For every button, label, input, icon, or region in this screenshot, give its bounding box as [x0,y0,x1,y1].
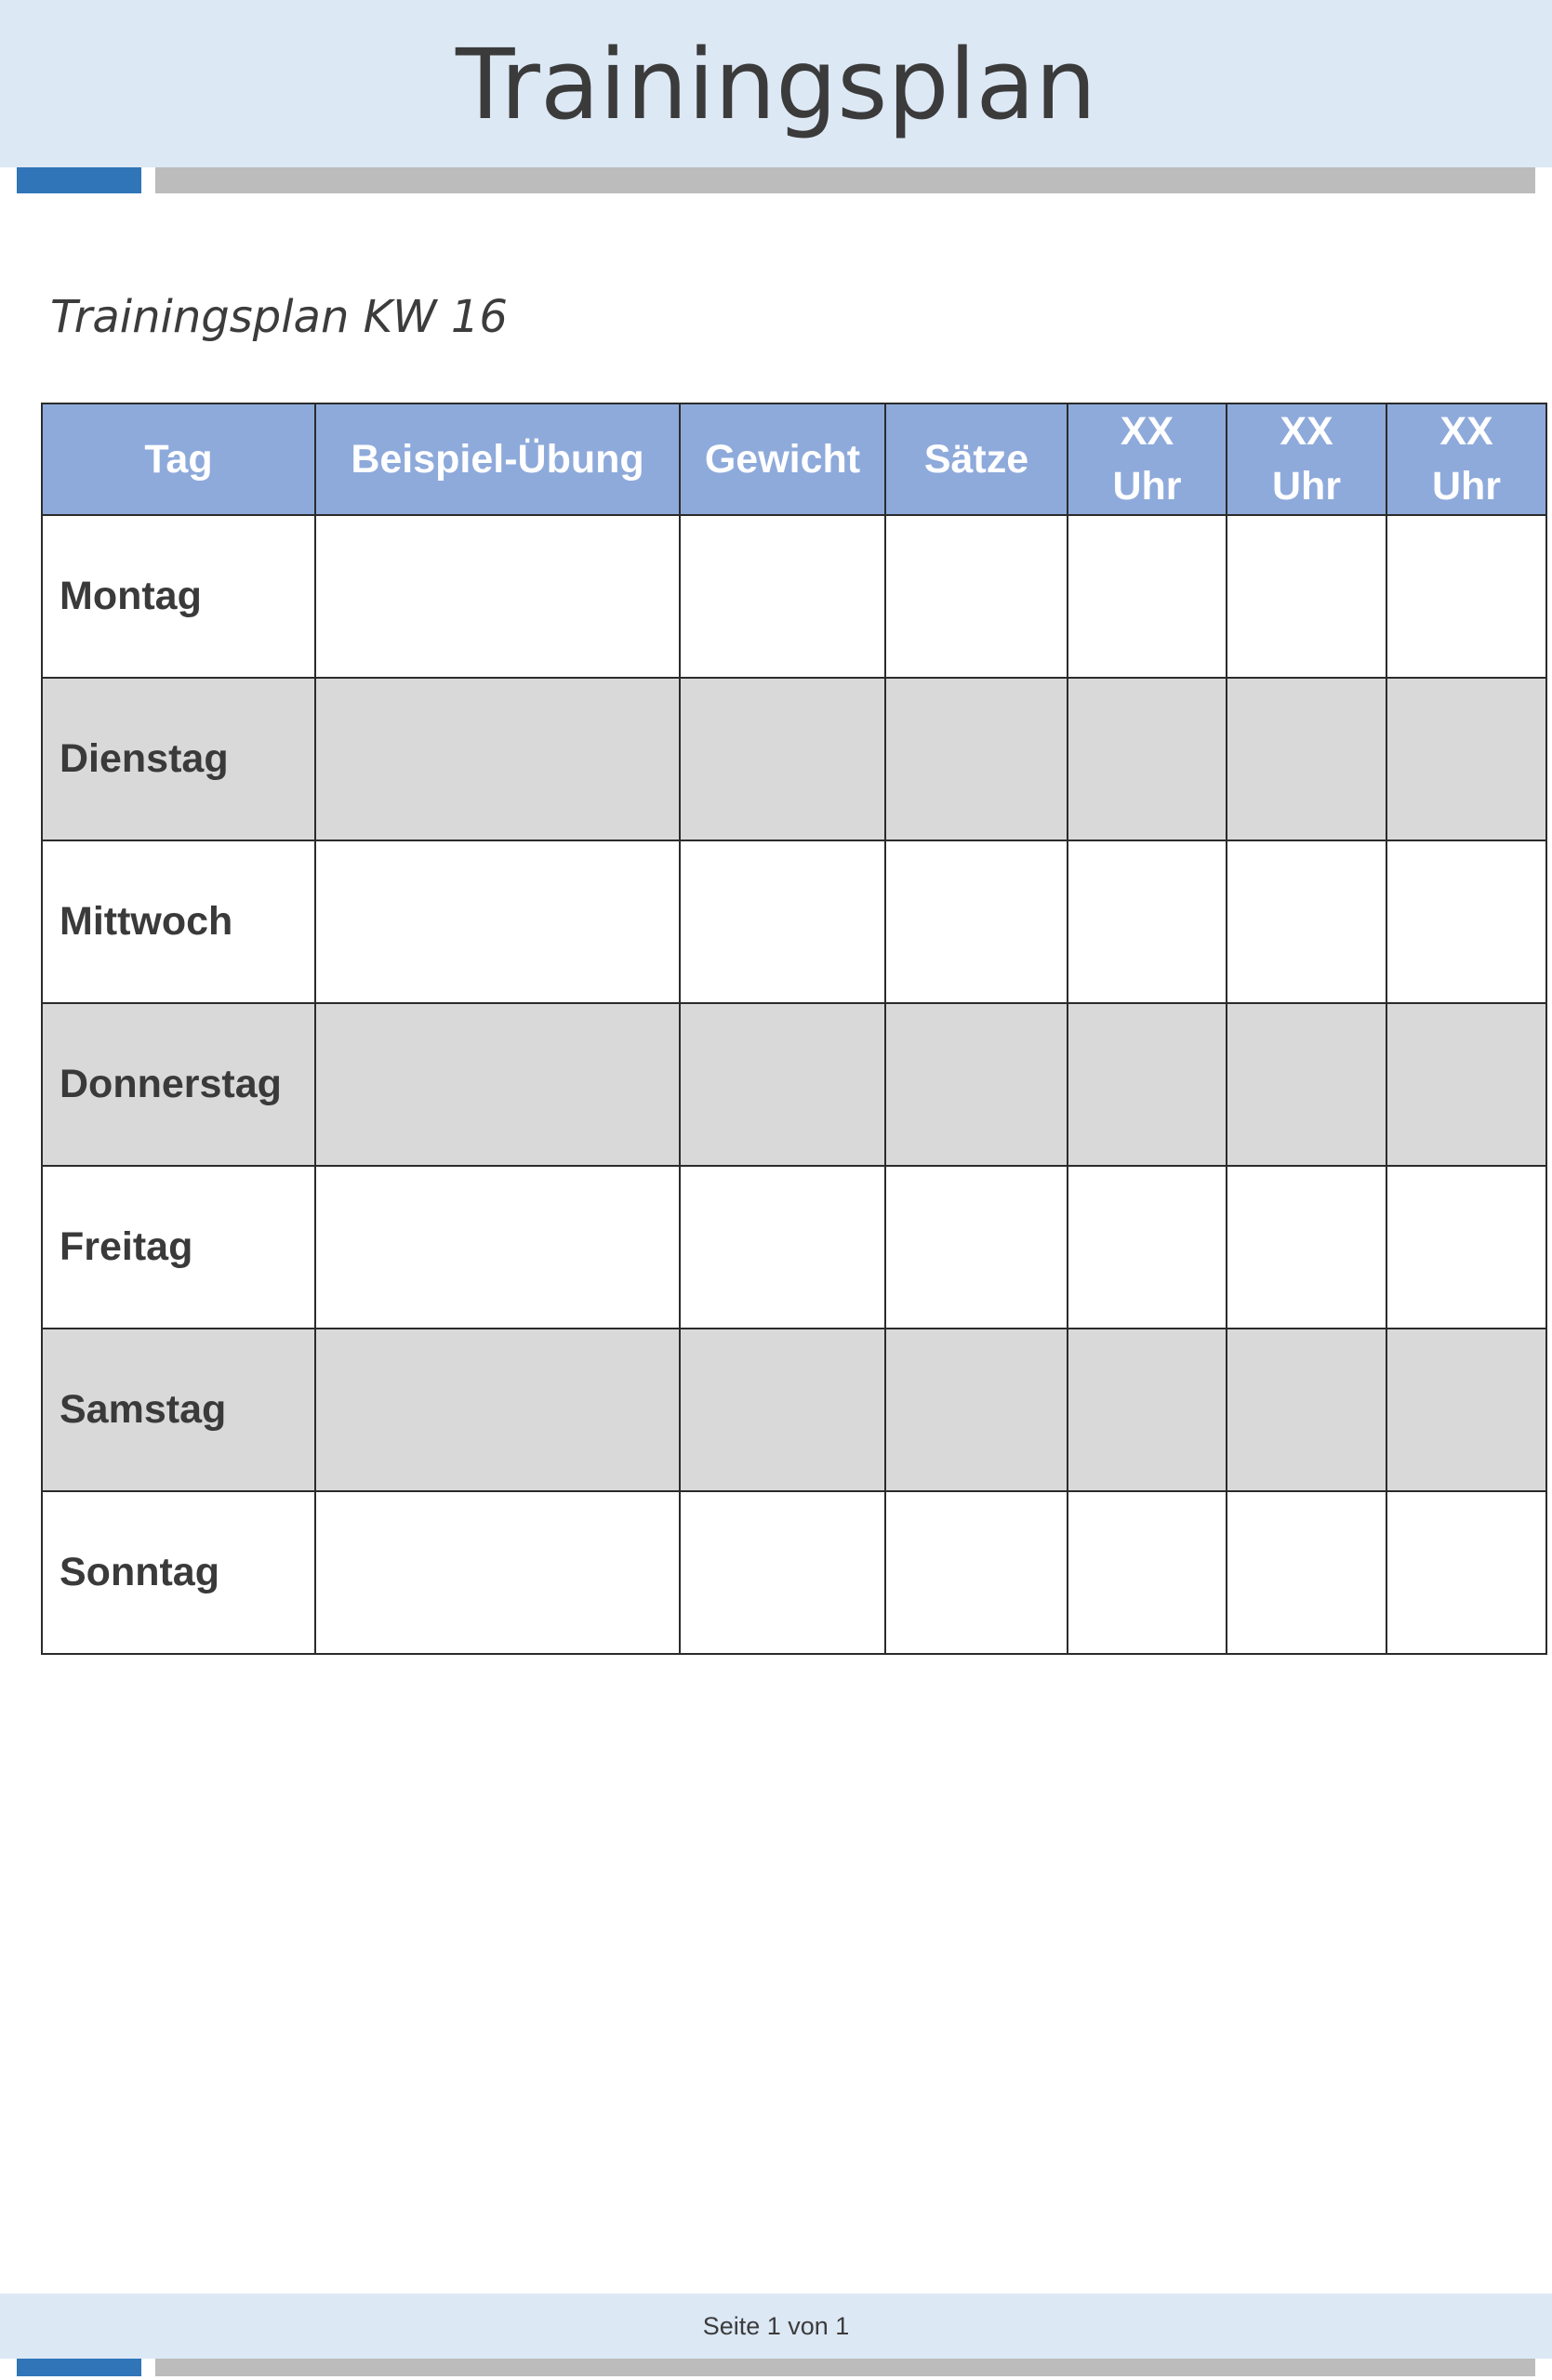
sets-cell[interactable] [885,840,1068,1003]
sets-cell[interactable] [885,1491,1068,1654]
time-cell[interactable] [1227,1166,1386,1329]
weight-cell[interactable] [680,1491,885,1654]
time-cell[interactable] [1227,678,1386,840]
day-cell: Mittwoch [42,840,315,1003]
table-row [42,1491,1546,1654]
time-cell[interactable] [1386,1329,1546,1491]
time-cell[interactable] [1227,1329,1386,1491]
table-row [42,515,1546,678]
column-header-time-3: XX Uhr [1386,403,1546,515]
day-cell: Montag [42,515,315,678]
column-header-day: Tag [42,403,315,515]
table-row [42,1003,1546,1166]
column-header-weight: Gewicht [680,403,885,515]
time-cell[interactable] [1386,678,1546,840]
table-row [42,678,1546,840]
sets-cell[interactable] [885,1003,1068,1166]
column-header-time-1: XX Uhr [1068,403,1227,515]
sets-cell[interactable] [885,1166,1068,1329]
time-cell[interactable] [1227,840,1386,1003]
sets-cell[interactable] [885,1329,1068,1491]
document-title: Trainingsplan [455,28,1097,141]
time-cell[interactable] [1068,1329,1227,1491]
exercise-cell[interactable] [315,678,680,840]
table-header-row [42,403,1546,515]
table-row [42,1166,1546,1329]
column-header-sets: Sätze [885,403,1068,515]
exercise-cell[interactable] [315,840,680,1003]
sets-cell[interactable] [885,678,1068,840]
exercise-cell[interactable] [315,1166,680,1329]
time-cell[interactable] [1068,1166,1227,1329]
weight-cell[interactable] [680,1166,885,1329]
time-cell[interactable] [1386,1491,1546,1654]
weight-cell[interactable] [680,840,885,1003]
column-header-time-2: XX Uhr [1227,403,1386,515]
time-cell[interactable] [1227,1491,1386,1654]
weight-cell[interactable] [680,1003,885,1166]
table-row [42,1329,1546,1491]
page-number: Seite 1 von 1 [702,2312,850,2340]
exercise-cell[interactable] [315,1491,680,1654]
weight-cell[interactable] [680,515,885,678]
header-accent-bar [17,167,141,193]
time-cell[interactable] [1068,1491,1227,1654]
plan-subtitle: Trainingsplan KW 16 [50,291,508,343]
time-cell[interactable] [1386,1003,1546,1166]
column-header-exercise: Beispiel-Übung [315,403,680,515]
day-cell: Sonntag [42,1491,315,1654]
day-cell: Dienstag [42,678,315,840]
weight-cell[interactable] [680,1329,885,1491]
time-cell[interactable] [1386,515,1546,678]
day-cell: Samstag [42,1329,315,1491]
time-cell[interactable] [1068,515,1227,678]
time-cell[interactable] [1386,1166,1546,1329]
weight-cell[interactable] [680,678,885,840]
time-cell[interactable] [1227,1003,1386,1166]
footer-rule [155,2359,1535,2376]
exercise-cell[interactable] [315,1003,680,1166]
time-cell[interactable] [1068,678,1227,840]
exercise-cell[interactable] [315,515,680,678]
sets-cell[interactable] [885,515,1068,678]
footer-accent-bar [17,2359,141,2376]
day-cell: Freitag [42,1166,315,1329]
table-row [42,840,1546,1003]
time-cell[interactable] [1068,840,1227,1003]
time-cell[interactable] [1068,1003,1227,1166]
header-rule [155,167,1535,193]
time-cell[interactable] [1386,840,1546,1003]
day-cell: Donnerstag [42,1003,315,1166]
exercise-cell[interactable] [315,1329,680,1491]
training-table [41,403,1547,1655]
time-cell[interactable] [1227,515,1386,678]
